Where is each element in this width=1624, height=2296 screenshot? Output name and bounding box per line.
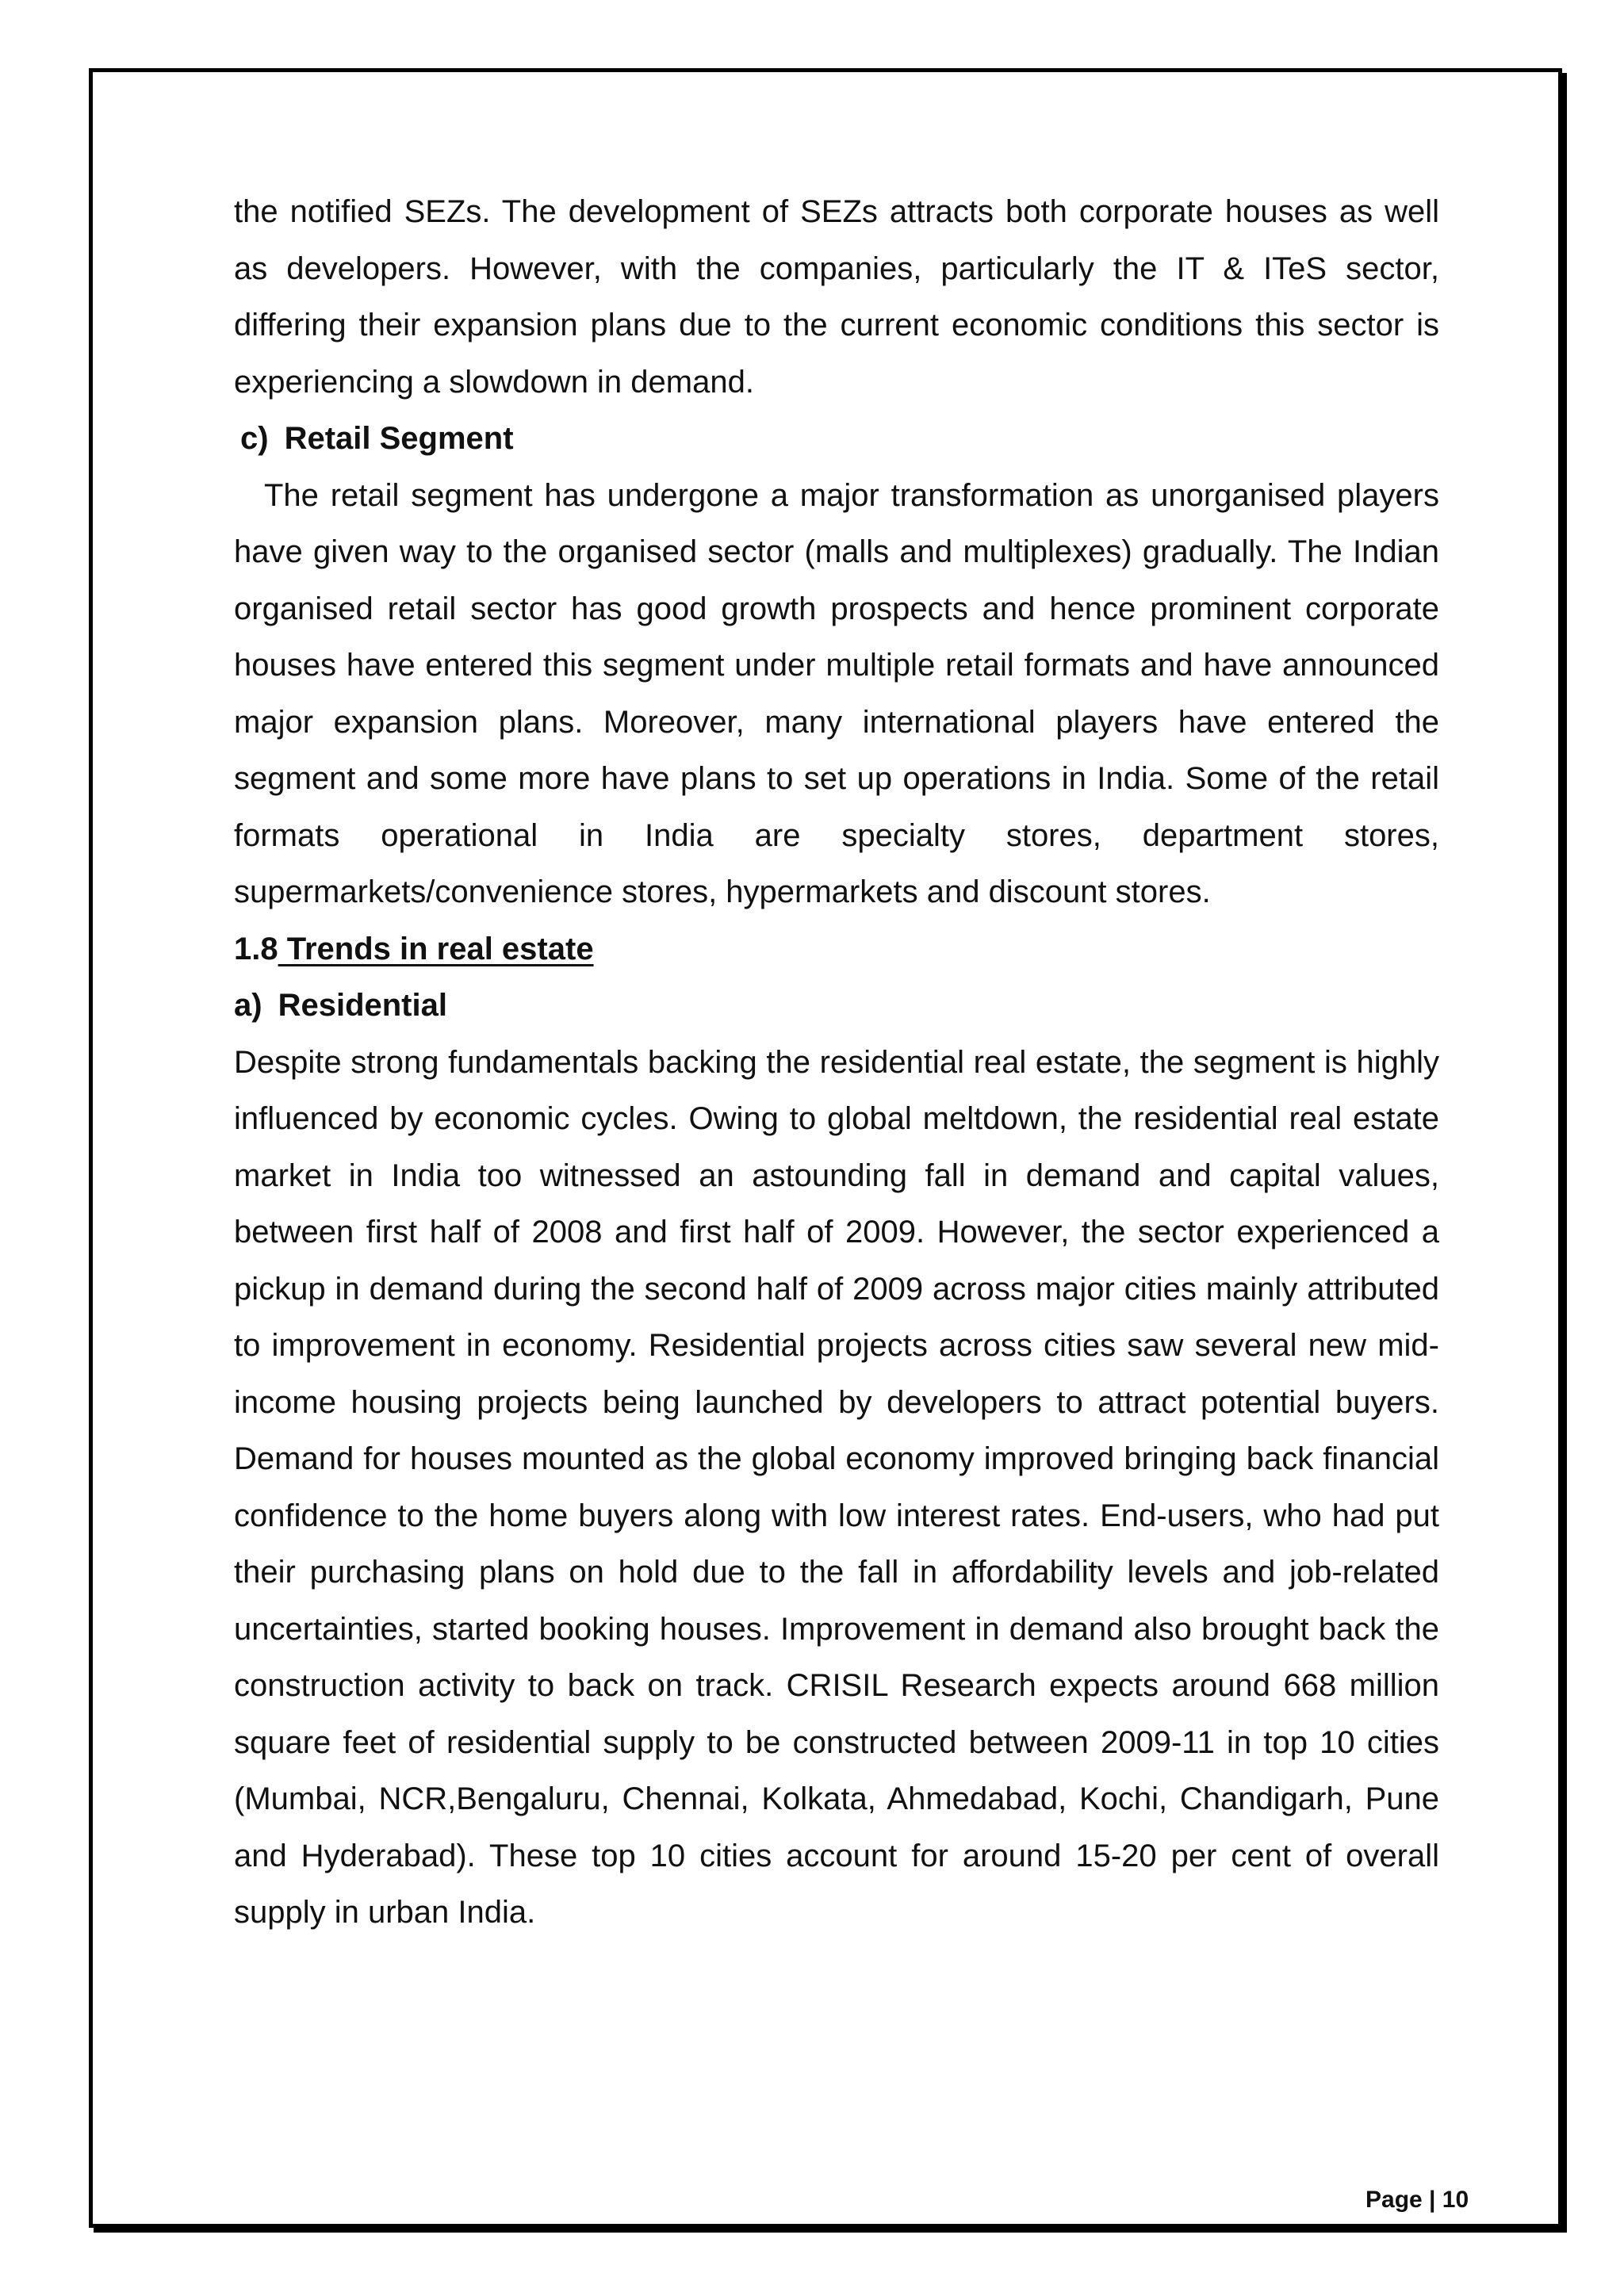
document-body <box>234 184 1439 1942</box>
retail-segment-heading <box>234 411 1439 468</box>
residential-heading-title: Residential <box>278 988 447 1023</box>
section-number: 1.8 <box>234 931 278 966</box>
residential-heading-marker: a) <box>234 988 262 1023</box>
paragraph-residential: Despite strong fundamentals backing the residential real estate, the segment is highly influenced by economic cycles. Owing to global meltdown, the residential real estate market in India too witnessed an astounding fall in demand and capital values, between first half of 2008 and first half of 2009. However, the sector experienced a pickup in demand during the second half of 2009 across major cities mainly attributed to improvement in economy. Residential projects across cities saw several new mid-income housing projects being launched by developers to attract potential buyers. Demand for houses mounted as the global economy improved bringing back financial confidence to the home buyers along with low interest rates. End-users, who had put their purchasing plans on hold due to the fall in affordability levels and job-related uncertainties, started booking houses. Improvement in demand also brought back the construction activity to back on track. CRISIL Research expects around 668 million square feet of residential supply to be constructed between 2009-11 in top 10 cities (Mumbai, NCR,Bengaluru, Chennai, Kolkata, Ahmedabad, Kochi, Chandigarh, Pune and Hyderabad). These top 10 cities account for around 15-20 per cent of overall supply in urban India. <box>234 1044 1439 1930</box>
page-number: Page | 10 <box>1365 2187 1469 2213</box>
retail-heading-marker: c) <box>240 421 269 456</box>
paragraph-retail: The retail segment has undergone a major transformation as unorganised players have given way to the organised sector (malls and multiplexes) gradually. The Indian organised retail sector has good growth prospects and hence prominent corporate houses have entered this segment under multiple retail formats and have announced major expansion plans. Moreover, many international players have entered the segment and some more have plans to set up operations in India. Some of the retail formats operational in India are specialty stores, department stores, supermarkets/convenience stores, hypermarkets and discount stores. <box>234 477 1439 909</box>
section-title: Trends in real estate <box>278 931 594 966</box>
section-heading-trends <box>234 921 1439 978</box>
retail-heading-title: Retail Segment <box>284 421 514 456</box>
paragraph-sez: the notified SEZs. The development of SEZs attracts both corporate houses as well as developers. However, with the companies, particularly the IT & ITeS sector, differing their expansion plans due to the current economic conditions this sector is experiencing a slowdown in demand. <box>234 194 1439 400</box>
residential-heading <box>234 978 1439 1035</box>
